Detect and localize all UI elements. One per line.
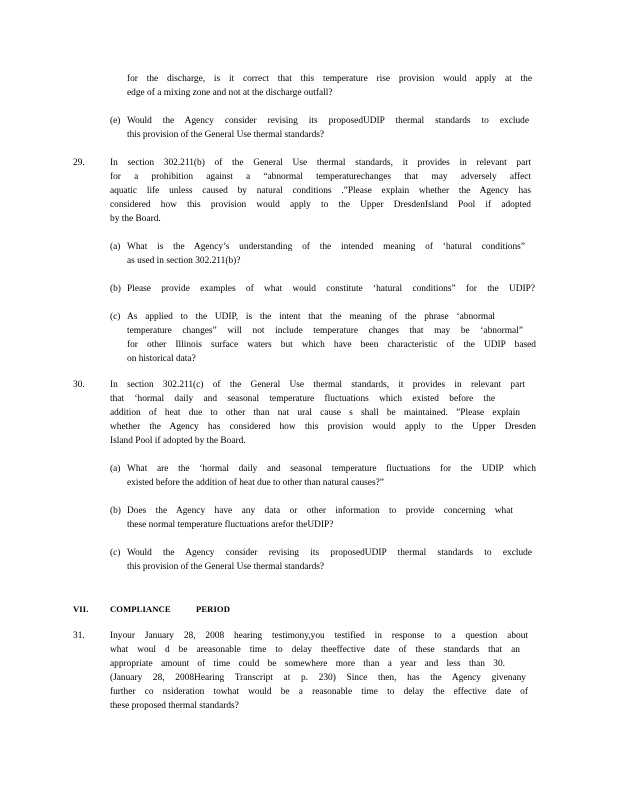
text-line: for the discharge, is it correct that this temperature rise provision would apply at the: [127, 74, 532, 84]
text-line: by the Board.: [110, 214, 161, 224]
q28-d-text: [127, 72, 532, 100]
text-line: these normal temperature fluctuations arefor theUDIP?: [127, 520, 334, 530]
text-line: this provision of the General Use thermal standards?: [127, 130, 325, 140]
text-line: Please provide examples of what would constitute ‘hatural conditions” for the UDIP?: [127, 284, 535, 294]
q30-c-text: [127, 546, 532, 574]
q29-number: 29.: [73, 158, 85, 168]
q29-b-text: [127, 282, 535, 296]
q29-c-label: (c): [110, 312, 121, 322]
text-line: considered how this provision would apply to the Upper DresdenIsland Pool if adopted: [110, 200, 531, 210]
q30-intro: [110, 378, 536, 448]
q30-b-label: (b): [110, 506, 121, 516]
text-line: In section 302.211(c) of the General Use thermal standards, it provides in relevant part: [110, 380, 525, 390]
text-line: appropriate amount of time could be somewhere more than a year and less than 30.: [110, 659, 505, 669]
text-line: existed before the addition of heat due to other than natural causes?”: [127, 478, 384, 488]
q30-b-text: [127, 504, 513, 532]
q28-e-text: [127, 114, 529, 142]
text-line: whether the Agency has considered how this provision would apply to the Upper Dresden: [110, 422, 536, 432]
text-line: addition of heat due to other than nat ural cause s shall be maintained. ”Please explain: [110, 408, 520, 418]
text-line: as used in section 302.211(b)?: [127, 256, 241, 266]
q28-e-label: (e): [110, 116, 121, 126]
q29-intro: [110, 156, 531, 226]
section-title-word1: COMPLIANCE: [110, 604, 171, 614]
text-line: for a prohibition against a “abnormal temperaturechanges that may adversely affect: [110, 172, 531, 182]
text-line: In section 302.211(b) of the General Use thermal standards, it provides in relevant part: [110, 158, 531, 168]
text-line: further co nsideration towhat would be a reasonable time to delay the effective date of: [110, 687, 528, 697]
text-line: As applied to the UDIP, is the intent that the meaning of the phrase ‘abnormal: [127, 312, 495, 322]
text-line: What are the ‘hormal daily and seasonal temperature fluctuations for the UDIP which: [127, 464, 536, 474]
text-line: these proposed thermal standards?: [110, 701, 239, 711]
text-line: on historical data?: [127, 354, 196, 364]
q29-c-text: [127, 310, 536, 366]
text-line: Would the Agency consider revising its proposedUDIP thermal standards to exclude: [127, 116, 529, 126]
text-line: temperature changes” will not include temperature changes that may be ‘abnormal”: [127, 326, 523, 336]
text-line: Does the Agency have any data or other information to provide concerning what: [127, 506, 513, 516]
q30-a-text: [127, 462, 536, 490]
q29-a-text: [127, 240, 525, 268]
text-line: for other Illinois surface waters but which have been characteristic of the UDIP based: [127, 340, 536, 350]
text-line: Island Pool if adopted by the Board.: [110, 436, 246, 446]
text-line: (January 28, 2008Hearing Transcript at p. 230) Since then, has the Agency givenany: [110, 673, 526, 683]
text-line: Would the Agency consider revising its proposedUDIP thermal standards to exclude: [127, 548, 532, 558]
q30-number: 30.: [73, 380, 85, 390]
q30-a-label: (a): [110, 464, 121, 474]
text-line: what woul d be areasonable time to delay theeffective date of these standards that an: [110, 645, 520, 655]
q30-c-label: (c): [110, 548, 121, 558]
text-line: What is the Agency’s understanding of the intended meaning of ‘hatural conditions”: [127, 242, 525, 252]
text-line: that ‘hormal daily and seasonal temperature fluctuations which existed before the: [110, 394, 495, 404]
section-numeral: VII.: [73, 604, 89, 614]
q29-b-label: (b): [110, 284, 121, 294]
text-line: aquatic life unless caused by natural conditions .”Please explain whether the Agency has: [110, 186, 531, 196]
text-line: Inyour January 28, 2008 hearing testimony,you testified in response to a question about: [110, 631, 528, 641]
q31-intro: [110, 629, 528, 713]
text-line: edge of a mixing zone and not at the discharge outfall?: [127, 88, 333, 98]
q31-number: 31.: [73, 631, 85, 641]
text-line: this provision of the General Use thermal standards?: [127, 562, 325, 572]
section-title-word2: PERIOD: [196, 604, 231, 614]
q29-a-label: (a): [110, 242, 121, 252]
